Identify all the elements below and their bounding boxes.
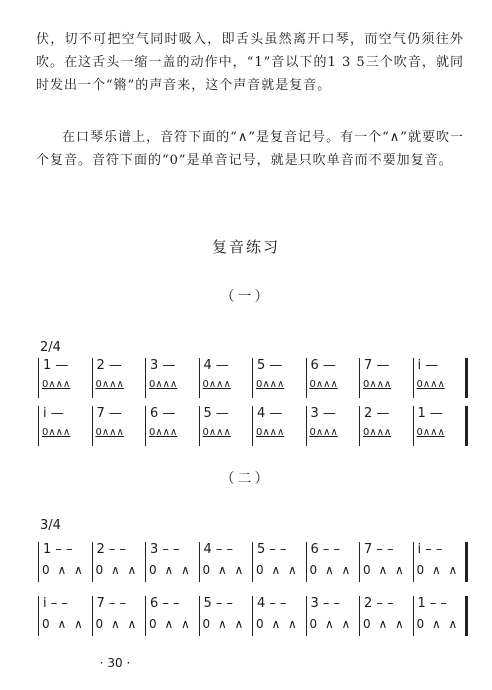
- measure-chord-symbols: 0 ∧ ∧: [95, 617, 139, 631]
- measure-chord-symbols: 0 ∧ ∧: [363, 563, 406, 577]
- measure: [199, 356, 253, 400]
- measure-notes: 6 – –: [150, 596, 180, 611]
- measure-chord-symbols: 0∧∧∧: [416, 379, 445, 390]
- exercise-2-label: （二）: [220, 471, 272, 487]
- page-number: · 30 ·: [99, 656, 131, 670]
- measure-notes: 6 —: [150, 406, 176, 421]
- exercise-1-label: （一）: [220, 289, 272, 305]
- measure-notes: i —: [43, 406, 64, 421]
- measure: [145, 540, 199, 584]
- end-barline: [465, 542, 468, 582]
- measure-notes: 5 —: [257, 358, 283, 373]
- measure-notes: 5 —: [203, 406, 229, 421]
- section-title: 复音练习: [211, 238, 280, 256]
- measure-chord-symbols: 0∧∧∧: [42, 427, 71, 438]
- measure: [38, 404, 92, 448]
- measure: [145, 594, 199, 638]
- measure: [359, 594, 413, 638]
- measure-chord-symbols: 0∧∧∧: [309, 379, 338, 390]
- measure-notes: i —: [417, 358, 439, 373]
- end-barline: [465, 596, 468, 636]
- measure-chord-symbols: 0∧∧∧: [416, 427, 445, 438]
- exercise-1-row-1: [38, 356, 474, 400]
- measure-chord-symbols: 0 ∧ ∧: [202, 563, 246, 577]
- measure-chord-symbols: 0 ∧ ∧: [309, 617, 353, 631]
- measure-chord-symbols: 0∧∧∧: [95, 379, 124, 390]
- exercise-2-row-2: [38, 594, 474, 638]
- measure-notes: 4 —: [203, 358, 229, 373]
- measure: [413, 356, 467, 400]
- measure: [306, 356, 360, 400]
- measure-chord-symbols: 0 ∧ ∧: [309, 563, 353, 577]
- end-barline: [465, 358, 468, 398]
- measure-chord-symbols: 0 ∧ ∧: [256, 617, 299, 631]
- measure-notes: 7 – –: [364, 542, 394, 557]
- measure: [359, 356, 413, 400]
- measure-chord-symbols: 0∧∧∧: [363, 379, 392, 390]
- measure-chord-symbols: 0 ∧ ∧: [42, 563, 85, 577]
- measure: [359, 404, 413, 448]
- measure-notes: 2 – –: [364, 596, 394, 611]
- measure: [92, 540, 146, 584]
- measure-notes: 4 – –: [257, 596, 287, 611]
- exercise-2-time-signature: 3/4: [40, 518, 61, 533]
- exercise-1-time-signature: 2/4: [40, 340, 61, 355]
- measure-chord-symbols: 0 ∧ ∧: [256, 563, 299, 577]
- measure-notes: 3 – –: [310, 596, 341, 611]
- measure: [252, 540, 306, 584]
- measure: [199, 404, 253, 448]
- measure-chord-symbols: 0 ∧ ∧: [202, 617, 246, 631]
- measure-chord-symbols: 0∧∧∧: [149, 427, 178, 438]
- measure-notes: 3 – –: [150, 542, 180, 557]
- measure: [306, 540, 360, 584]
- measure-notes: 5 – –: [257, 542, 287, 557]
- measure-notes: 3 —: [150, 358, 176, 373]
- measure-notes: 7 —: [96, 406, 122, 421]
- measure: [199, 540, 253, 584]
- measure-notes: 1 —: [417, 406, 443, 421]
- measure-chord-symbols: 0 ∧ ∧: [363, 617, 406, 631]
- measure: [306, 404, 360, 448]
- measure: [413, 404, 467, 448]
- measure: [252, 356, 306, 400]
- measure: [252, 404, 306, 448]
- measure-notes: 4 – –: [203, 542, 234, 557]
- measure: [38, 540, 92, 584]
- measure-notes: 7 —: [364, 358, 390, 373]
- measure-notes: 7 – –: [96, 596, 127, 611]
- measure-notes: 1 —: [43, 358, 69, 373]
- measure-chord-symbols: 0∧∧∧: [95, 427, 124, 438]
- measure-notes: 3 —: [310, 406, 336, 421]
- paragraph-notation: 在口琴乐谱上，音符下面的“∧”是复音记号。有一个“∧”就要吹一个复音。音符下面的“0”是单音记号，就是只吹单音而不要加复音。: [36, 130, 464, 168]
- measure-chord-symbols: 0 ∧ ∧: [416, 617, 460, 631]
- measure-notes: 2 – –: [96, 542, 127, 557]
- measure: [199, 594, 253, 638]
- measure-notes: i – –: [43, 596, 68, 611]
- measure-chord-symbols: 0∧∧∧: [149, 379, 178, 390]
- measure-chord-symbols: 0 ∧ ∧: [95, 563, 139, 577]
- measure: [413, 594, 467, 638]
- measure-notes: 4 —: [257, 406, 283, 421]
- measure-chord-symbols: 0∧∧∧: [309, 427, 338, 438]
- measure: [38, 594, 92, 638]
- measure: [413, 540, 467, 584]
- measure-chord-symbols: 0 ∧ ∧: [149, 617, 192, 631]
- measure-chord-symbols: 0∧∧∧: [202, 427, 231, 438]
- measure-chord-symbols: 0 ∧ ∧: [149, 563, 192, 577]
- measure-notes: 2 —: [96, 358, 122, 373]
- measure-notes: 1 – –: [417, 596, 448, 611]
- measure-chord-symbols: 0∧∧∧: [256, 427, 285, 438]
- measure-chord-symbols: 0 ∧ ∧: [416, 563, 460, 577]
- exercise-1-row-2: [38, 404, 474, 448]
- measure-notes: 1 – –: [43, 542, 73, 557]
- measure: [252, 594, 306, 638]
- measure-chord-symbols: 0∧∧∧: [42, 379, 71, 390]
- measure-notes: i – –: [417, 542, 443, 557]
- measure: [306, 594, 360, 638]
- exercise-2-row-1: [38, 540, 474, 584]
- measure: [145, 356, 199, 400]
- end-barline: [465, 406, 468, 446]
- paragraph-technique: 伏，切不可把空气同时吸入，即舌头虽然离开口琴，而空气仍须往外吹。在这舌头一缩一盖的动作中，“1”音以下的1 3 5三个吹音，就同时发出一个“锵”的声音来，这个声音就是复音。: [36, 32, 464, 93]
- measure: [92, 404, 146, 448]
- measure-notes: 6 —: [310, 358, 336, 373]
- measure-notes: 5 – –: [203, 596, 234, 611]
- measure-notes: 2 —: [364, 406, 390, 421]
- measure-notes: 6 – –: [310, 542, 341, 557]
- measure-chord-symbols: 0∧∧∧: [202, 379, 231, 390]
- measure-chord-symbols: 0 ∧ ∧: [42, 617, 85, 631]
- measure: [38, 356, 92, 400]
- measure: [92, 356, 146, 400]
- measure: [92, 594, 146, 638]
- measure-chord-symbols: 0∧∧∧: [256, 379, 285, 390]
- measure: [145, 404, 199, 448]
- measure: [359, 540, 413, 584]
- measure-chord-symbols: 0∧∧∧: [363, 427, 392, 438]
